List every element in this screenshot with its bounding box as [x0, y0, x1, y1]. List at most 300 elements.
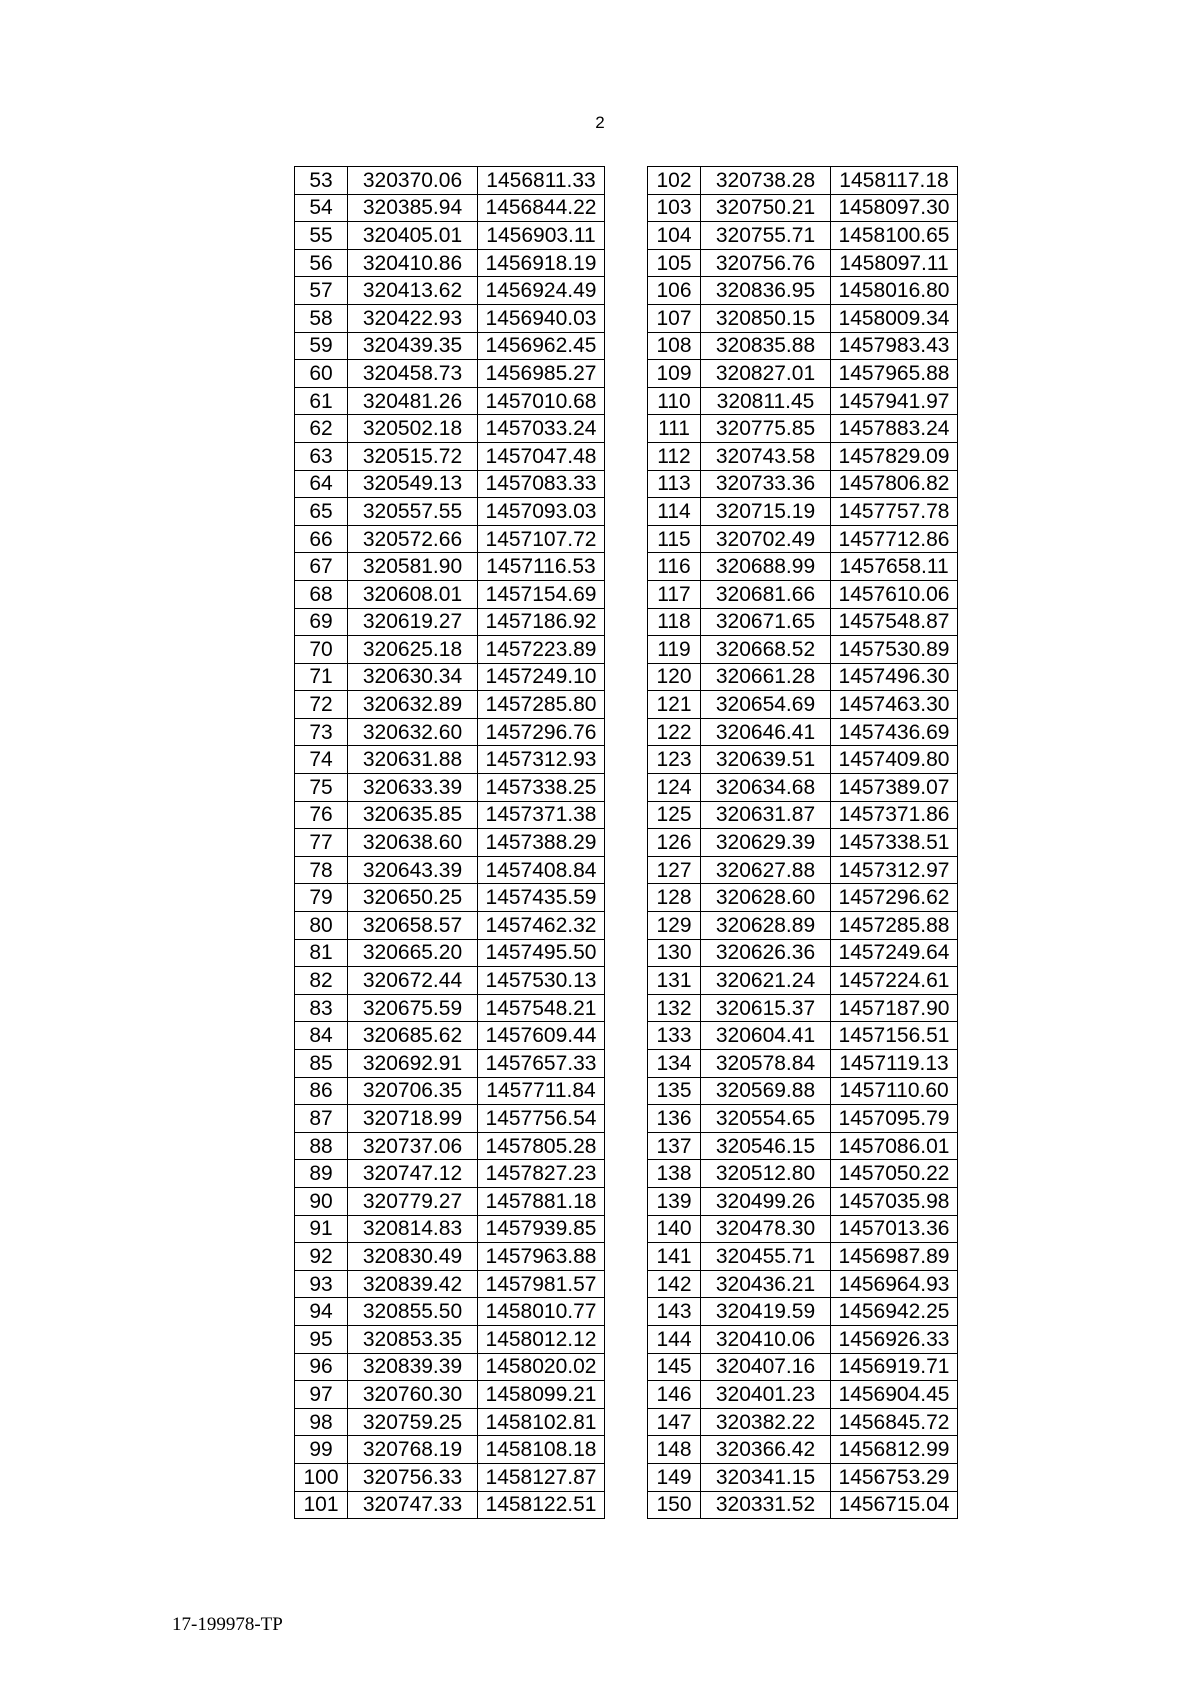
table-row [295, 1463, 605, 1491]
x-coordinate-cell: 320654.69 [701, 691, 831, 719]
x-coordinate-cell: 320581.90 [348, 553, 478, 581]
y-coordinate-cell: 1457965.88 [831, 360, 958, 388]
y-coordinate-cell: 1457223.89 [478, 636, 605, 664]
x-coordinate-cell: 320481.26 [348, 387, 478, 415]
x-coordinate-cell: 320658.57 [348, 912, 478, 940]
point-number-cell: 143 [648, 1298, 701, 1326]
y-coordinate-cell: 1458099.21 [478, 1381, 605, 1409]
x-coordinate-cell: 320341.15 [701, 1463, 831, 1491]
point-number-cell: 63 [295, 442, 348, 470]
point-number-cell: 111 [648, 415, 701, 443]
table-body [295, 167, 605, 1519]
table-row [648, 1105, 958, 1133]
point-number-cell: 120 [648, 663, 701, 691]
y-coordinate-cell: 1457462.32 [478, 912, 605, 940]
point-number-cell: 130 [648, 939, 701, 967]
table-row [295, 774, 605, 802]
x-coordinate-cell: 320706.35 [348, 1077, 478, 1105]
y-coordinate-cell: 1457285.80 [478, 691, 605, 719]
x-coordinate-cell: 320759.25 [348, 1408, 478, 1436]
table-row [648, 1022, 958, 1050]
point-number-cell: 144 [648, 1325, 701, 1353]
x-coordinate-cell: 320835.88 [701, 332, 831, 360]
y-coordinate-cell: 1456942.25 [831, 1298, 958, 1326]
y-coordinate-cell: 1457610.06 [831, 580, 958, 608]
x-coordinate-cell: 320635.85 [348, 801, 478, 829]
point-number-cell: 84 [295, 1022, 348, 1050]
point-number-cell: 76 [295, 801, 348, 829]
x-coordinate-cell: 320830.49 [348, 1243, 478, 1271]
point-number-cell: 124 [648, 774, 701, 802]
y-coordinate-cell: 1457609.44 [478, 1022, 605, 1050]
table-row [295, 663, 605, 691]
table-row [648, 387, 958, 415]
point-number-cell: 145 [648, 1353, 701, 1381]
point-number-cell: 65 [295, 498, 348, 526]
point-number-cell: 93 [295, 1270, 348, 1298]
point-number-cell: 55 [295, 222, 348, 250]
table-row [295, 1243, 605, 1271]
point-number-cell: 138 [648, 1160, 701, 1188]
point-number-cell: 134 [648, 1050, 701, 1078]
table-row [648, 498, 958, 526]
point-number-cell: 68 [295, 580, 348, 608]
y-coordinate-cell: 1457095.79 [831, 1105, 958, 1133]
x-coordinate-cell: 320631.87 [701, 801, 831, 829]
x-coordinate-cell: 320811.45 [701, 387, 831, 415]
y-coordinate-cell: 1457657.33 [478, 1050, 605, 1078]
y-coordinate-cell: 1457805.28 [478, 1132, 605, 1160]
y-coordinate-cell: 1457249.64 [831, 939, 958, 967]
x-coordinate-cell: 320621.24 [701, 967, 831, 995]
y-coordinate-cell: 1457757.78 [831, 498, 958, 526]
y-coordinate-cell: 1456811.33 [478, 167, 605, 195]
table-row [648, 912, 958, 940]
table-row [295, 801, 605, 829]
point-number-cell: 86 [295, 1077, 348, 1105]
y-coordinate-cell: 1457093.03 [478, 498, 605, 526]
point-number-cell: 99 [295, 1436, 348, 1464]
table-row [295, 525, 605, 553]
table-row [648, 1160, 958, 1188]
point-number-cell: 78 [295, 856, 348, 884]
y-coordinate-cell: 1457712.86 [831, 525, 958, 553]
x-coordinate-cell: 320625.18 [348, 636, 478, 664]
point-number-cell: 128 [648, 884, 701, 912]
y-coordinate-cell: 1457827.23 [478, 1160, 605, 1188]
y-coordinate-cell: 1458010.77 [478, 1298, 605, 1326]
y-coordinate-cell: 1457883.24 [831, 415, 958, 443]
x-coordinate-cell: 320756.33 [348, 1463, 478, 1491]
y-coordinate-cell: 1457338.51 [831, 829, 958, 857]
x-coordinate-cell: 320619.27 [348, 608, 478, 636]
point-number-cell: 113 [648, 470, 701, 498]
y-coordinate-cell: 1457249.10 [478, 663, 605, 691]
y-coordinate-cell: 1457154.69 [478, 580, 605, 608]
y-coordinate-cell: 1456753.29 [831, 1463, 958, 1491]
point-number-cell: 77 [295, 829, 348, 857]
x-coordinate-cell: 320702.49 [701, 525, 831, 553]
point-number-cell: 123 [648, 746, 701, 774]
y-coordinate-cell: 1456919.71 [831, 1353, 958, 1381]
table-row [295, 1325, 605, 1353]
y-coordinate-cell: 1458108.18 [478, 1436, 605, 1464]
y-coordinate-cell: 1457187.90 [831, 994, 958, 1022]
point-number-cell: 107 [648, 304, 701, 332]
table-row [295, 746, 605, 774]
y-coordinate-cell: 1457312.93 [478, 746, 605, 774]
x-coordinate-cell: 320554.65 [701, 1105, 831, 1133]
x-coordinate-cell: 320436.21 [701, 1270, 831, 1298]
table-row [648, 746, 958, 774]
y-coordinate-cell: 1457107.72 [478, 525, 605, 553]
table-row [648, 856, 958, 884]
y-coordinate-cell: 1457941.97 [831, 387, 958, 415]
x-coordinate-cell: 320747.12 [348, 1160, 478, 1188]
table-row [648, 636, 958, 664]
point-number-cell: 149 [648, 1463, 701, 1491]
y-coordinate-cell: 1457711.84 [478, 1077, 605, 1105]
y-coordinate-cell: 1457806.82 [831, 470, 958, 498]
x-coordinate-cell: 320439.35 [348, 332, 478, 360]
table-row [295, 498, 605, 526]
table-row [648, 1325, 958, 1353]
y-coordinate-cell: 1456924.49 [478, 277, 605, 305]
y-coordinate-cell: 1457086.01 [831, 1132, 958, 1160]
x-coordinate-cell: 320853.35 [348, 1325, 478, 1353]
point-number-cell: 69 [295, 608, 348, 636]
x-coordinate-cell: 320639.51 [701, 746, 831, 774]
x-coordinate-cell: 320750.21 [701, 194, 831, 222]
page-number: 2 [595, 113, 605, 132]
y-coordinate-cell: 1457548.21 [478, 994, 605, 1022]
y-coordinate-cell: 1458097.11 [831, 249, 958, 277]
table-row [295, 939, 605, 967]
table-row [295, 636, 605, 664]
x-coordinate-cell: 320410.06 [701, 1325, 831, 1353]
x-coordinate-cell: 320756.76 [701, 249, 831, 277]
table-row [295, 304, 605, 332]
y-coordinate-cell: 1456844.22 [478, 194, 605, 222]
point-number-cell: 119 [648, 636, 701, 664]
x-coordinate-cell: 320738.28 [701, 167, 831, 195]
table-row [648, 967, 958, 995]
table-row [295, 1270, 605, 1298]
table-row [648, 470, 958, 498]
x-coordinate-cell: 320672.44 [348, 967, 478, 995]
y-coordinate-cell: 1457371.38 [478, 801, 605, 829]
y-coordinate-cell: 1457156.51 [831, 1022, 958, 1050]
point-number-cell: 83 [295, 994, 348, 1022]
y-coordinate-cell: 1456715.04 [831, 1491, 958, 1519]
table-row [295, 222, 605, 250]
table-row [648, 415, 958, 443]
table-row [648, 1408, 958, 1436]
point-number-cell: 85 [295, 1050, 348, 1078]
x-coordinate-cell: 320768.19 [348, 1436, 478, 1464]
table-row [295, 360, 605, 388]
y-coordinate-cell: 1457939.85 [478, 1215, 605, 1243]
table-row [648, 608, 958, 636]
table-body [648, 167, 958, 1519]
table-row [648, 360, 958, 388]
point-number-cell: 87 [295, 1105, 348, 1133]
table-row [295, 1408, 605, 1436]
x-coordinate-cell: 320688.99 [701, 553, 831, 581]
table-row [648, 1187, 958, 1215]
x-coordinate-cell: 320413.62 [348, 277, 478, 305]
table-row [295, 718, 605, 746]
x-coordinate-cell: 320628.60 [701, 884, 831, 912]
point-number-cell: 122 [648, 718, 701, 746]
table-row [648, 222, 958, 250]
table-row [295, 1491, 605, 1519]
x-coordinate-cell: 320370.06 [348, 167, 478, 195]
point-number-cell: 53 [295, 167, 348, 195]
table-row [648, 580, 958, 608]
table-row [648, 442, 958, 470]
point-number-cell: 131 [648, 967, 701, 995]
point-number-cell: 62 [295, 415, 348, 443]
point-number-cell: 137 [648, 1132, 701, 1160]
table-row [648, 277, 958, 305]
y-coordinate-cell: 1457495.50 [478, 939, 605, 967]
y-coordinate-cell: 1457010.68 [478, 387, 605, 415]
y-coordinate-cell: 1457409.80 [831, 746, 958, 774]
y-coordinate-cell: 1457033.24 [478, 415, 605, 443]
point-number-cell: 70 [295, 636, 348, 664]
table-row [648, 1436, 958, 1464]
y-coordinate-cell: 1456940.03 [478, 304, 605, 332]
y-coordinate-cell: 1456964.93 [831, 1270, 958, 1298]
x-coordinate-cell: 320671.65 [701, 608, 831, 636]
point-number-cell: 118 [648, 608, 701, 636]
table-row [648, 994, 958, 1022]
x-coordinate-cell: 320747.33 [348, 1491, 478, 1519]
table-row [648, 1132, 958, 1160]
x-coordinate-cell: 320733.36 [701, 470, 831, 498]
y-coordinate-cell: 1457224.61 [831, 967, 958, 995]
table-row [295, 1436, 605, 1464]
y-coordinate-cell: 1457186.92 [478, 608, 605, 636]
point-number-cell: 58 [295, 304, 348, 332]
table-row [648, 663, 958, 691]
point-number-cell: 80 [295, 912, 348, 940]
table-row [295, 249, 605, 277]
x-coordinate-cell: 320499.26 [701, 1187, 831, 1215]
x-coordinate-cell: 320410.86 [348, 249, 478, 277]
x-coordinate-cell: 320557.55 [348, 498, 478, 526]
point-number-cell: 100 [295, 1463, 348, 1491]
table-row [295, 1050, 605, 1078]
y-coordinate-cell: 1458016.80 [831, 277, 958, 305]
table-row [648, 1215, 958, 1243]
y-coordinate-cell: 1458020.02 [478, 1353, 605, 1381]
point-number-cell: 135 [648, 1077, 701, 1105]
y-coordinate-cell: 1457496.30 [831, 663, 958, 691]
point-number-cell: 66 [295, 525, 348, 553]
point-number-cell: 142 [648, 1270, 701, 1298]
x-coordinate-cell: 320419.59 [701, 1298, 831, 1326]
x-coordinate-cell: 320515.72 [348, 442, 478, 470]
y-coordinate-cell: 1457881.18 [478, 1187, 605, 1215]
table-row [648, 304, 958, 332]
point-number-cell: 103 [648, 194, 701, 222]
x-coordinate-cell: 320608.01 [348, 580, 478, 608]
point-number-cell: 92 [295, 1243, 348, 1271]
point-number-cell: 82 [295, 967, 348, 995]
x-coordinate-cell: 320401.23 [701, 1381, 831, 1409]
y-coordinate-cell: 1458009.34 [831, 304, 958, 332]
y-coordinate-cell: 1457116.53 [478, 553, 605, 581]
x-coordinate-cell: 320638.60 [348, 829, 478, 857]
y-coordinate-cell: 1457963.88 [478, 1243, 605, 1271]
point-number-cell: 109 [648, 360, 701, 388]
table-row [648, 691, 958, 719]
table-row [295, 884, 605, 912]
x-coordinate-cell: 320385.94 [348, 194, 478, 222]
x-coordinate-cell: 320718.99 [348, 1105, 478, 1133]
coordinate-table-left [294, 166, 605, 1519]
point-number-cell: 117 [648, 580, 701, 608]
table-row [295, 1105, 605, 1133]
x-coordinate-cell: 320760.30 [348, 1381, 478, 1409]
point-number-cell: 140 [648, 1215, 701, 1243]
table-row [295, 1160, 605, 1188]
x-coordinate-cell: 320827.01 [701, 360, 831, 388]
x-coordinate-cell: 320634.68 [701, 774, 831, 802]
y-coordinate-cell: 1457110.60 [831, 1077, 958, 1105]
y-coordinate-cell: 1457047.48 [478, 442, 605, 470]
y-coordinate-cell: 1457463.30 [831, 691, 958, 719]
point-number-cell: 147 [648, 1408, 701, 1436]
x-coordinate-cell: 320839.42 [348, 1270, 478, 1298]
point-number-cell: 101 [295, 1491, 348, 1519]
x-coordinate-cell: 320633.39 [348, 774, 478, 802]
table-row [648, 774, 958, 802]
table-row [295, 553, 605, 581]
table-row [295, 580, 605, 608]
x-coordinate-cell: 320572.66 [348, 525, 478, 553]
point-number-cell: 150 [648, 1491, 701, 1519]
point-number-cell: 74 [295, 746, 348, 774]
point-number-cell: 81 [295, 939, 348, 967]
point-number-cell: 121 [648, 691, 701, 719]
table-row [295, 1381, 605, 1409]
table-row [648, 553, 958, 581]
x-coordinate-cell: 320422.93 [348, 304, 478, 332]
point-number-cell: 106 [648, 277, 701, 305]
table-row [295, 194, 605, 222]
x-coordinate-cell: 320578.84 [701, 1050, 831, 1078]
point-number-cell: 136 [648, 1105, 701, 1133]
y-coordinate-cell: 1458012.12 [478, 1325, 605, 1353]
x-coordinate-cell: 320814.83 [348, 1215, 478, 1243]
table-row [648, 525, 958, 553]
x-coordinate-cell: 320546.15 [701, 1132, 831, 1160]
table-row [295, 442, 605, 470]
table-row [648, 939, 958, 967]
y-coordinate-cell: 1456985.27 [478, 360, 605, 388]
point-number-cell: 139 [648, 1187, 701, 1215]
table-row [648, 801, 958, 829]
table-row [648, 1270, 958, 1298]
table-row [295, 1077, 605, 1105]
table-row [295, 332, 605, 360]
y-coordinate-cell: 1456904.45 [831, 1381, 958, 1409]
point-number-cell: 148 [648, 1436, 701, 1464]
table-row [648, 1491, 958, 1519]
table-row [295, 167, 605, 195]
point-number-cell: 56 [295, 249, 348, 277]
point-number-cell: 146 [648, 1381, 701, 1409]
x-coordinate-cell: 320630.34 [348, 663, 478, 691]
y-coordinate-cell: 1457371.86 [831, 801, 958, 829]
table-row [648, 167, 958, 195]
table-row [648, 1050, 958, 1078]
point-number-cell: 73 [295, 718, 348, 746]
y-coordinate-cell: 1458117.18 [831, 167, 958, 195]
x-coordinate-cell: 320512.80 [701, 1160, 831, 1188]
y-coordinate-cell: 1457296.62 [831, 884, 958, 912]
table-row [648, 884, 958, 912]
table-row [648, 1243, 958, 1271]
point-number-cell: 110 [648, 387, 701, 415]
y-coordinate-cell: 1456918.19 [478, 249, 605, 277]
point-number-cell: 96 [295, 1353, 348, 1381]
point-number-cell: 132 [648, 994, 701, 1022]
table-row [648, 1353, 958, 1381]
x-coordinate-cell: 320632.89 [348, 691, 478, 719]
y-coordinate-cell: 1457983.43 [831, 332, 958, 360]
table-row [648, 1381, 958, 1409]
x-coordinate-cell: 320779.27 [348, 1187, 478, 1215]
y-coordinate-cell: 1457312.97 [831, 856, 958, 884]
x-coordinate-cell: 320549.13 [348, 470, 478, 498]
point-number-cell: 127 [648, 856, 701, 884]
y-coordinate-cell: 1457530.13 [478, 967, 605, 995]
y-coordinate-cell: 1457408.84 [478, 856, 605, 884]
point-number-cell: 90 [295, 1187, 348, 1215]
table-row [295, 967, 605, 995]
table-row [648, 1463, 958, 1491]
x-coordinate-cell: 320458.73 [348, 360, 478, 388]
table-row [295, 691, 605, 719]
y-coordinate-cell: 1457530.89 [831, 636, 958, 664]
x-coordinate-cell: 320366.42 [701, 1436, 831, 1464]
x-coordinate-cell: 320715.19 [701, 498, 831, 526]
table-row [648, 1298, 958, 1326]
point-number-cell: 71 [295, 663, 348, 691]
table-row [295, 829, 605, 857]
y-coordinate-cell: 1456845.72 [831, 1408, 958, 1436]
y-coordinate-cell: 1457285.88 [831, 912, 958, 940]
y-coordinate-cell: 1458102.81 [478, 1408, 605, 1436]
table-row [295, 608, 605, 636]
x-coordinate-cell: 320455.71 [701, 1243, 831, 1271]
point-number-cell: 116 [648, 553, 701, 581]
point-number-cell: 94 [295, 1298, 348, 1326]
x-coordinate-cell: 320692.91 [348, 1050, 478, 1078]
x-coordinate-cell: 320661.28 [701, 663, 831, 691]
point-number-cell: 61 [295, 387, 348, 415]
x-coordinate-cell: 320665.20 [348, 939, 478, 967]
x-coordinate-cell: 320628.89 [701, 912, 831, 940]
y-coordinate-cell: 1456812.99 [831, 1436, 958, 1464]
x-coordinate-cell: 320850.15 [701, 304, 831, 332]
x-coordinate-cell: 320675.59 [348, 994, 478, 1022]
point-number-cell: 126 [648, 829, 701, 857]
